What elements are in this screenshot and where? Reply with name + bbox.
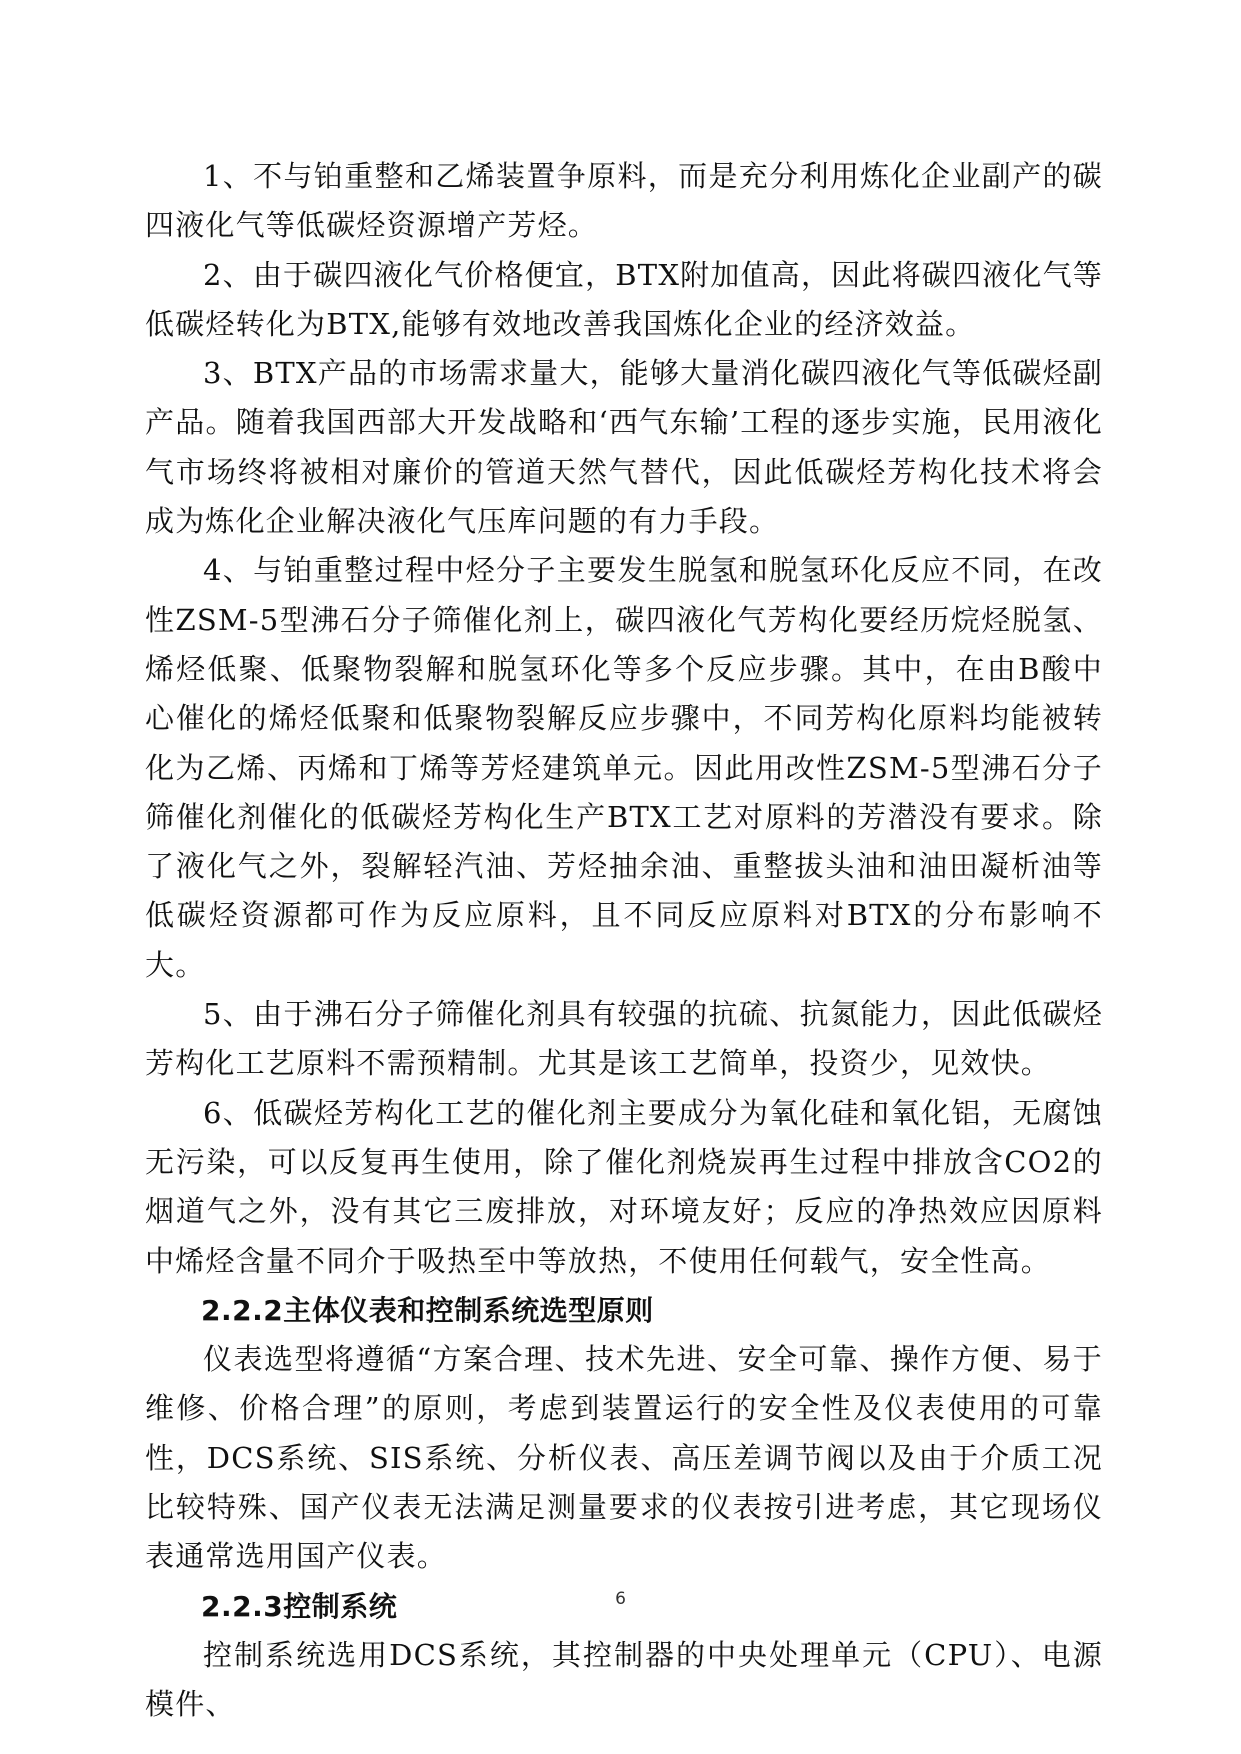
section-heading-2-2-2: 2.2.2主体仪表和控制系统选型原则: [201, 1293, 654, 1327]
paragraph-advantage-3: 3、BTX产品的市场需求量大，能够大量消化碳四液化气等低碳烃副产品。随着我国西部大开发战略和‘西气东输’工程的逐步实施，民用液化气市场终将被相对廉价的管道天然气替代，因此低碳烃芳构化技术将会成为炼化企业解决液化气压库问题的有力手段。: [145, 356, 1103, 539]
section-body-2-2-3: 控制系统选用DCS系统，其控制器的中央处理单元（CPU）、电源模件、: [145, 1637, 1103, 1722]
page-number: 6: [615, 1589, 626, 1609]
paragraph-advantage-2: 2、由于碳四液化气价格便宜，BTX附加值高，因此将碳四液化气等低碳烃转化为BTX,能够有效地改善我国炼化企业的经济效益。: [145, 257, 1103, 341]
paragraph-advantage-1: 1、不与铂重整和乙烯装置争原料，而是充分利用炼化企业副产的碳四液化气等低碳烃资源增产芳烃。: [145, 159, 1103, 243]
section-heading-2-2-3: 2.2.3控制系统: [201, 1589, 398, 1623]
section-body-2-2-2: 仪表选型将遵循“方案合理、技术先进、安全可靠、操作方便、易于维修、价格合理”的原则，考虑到装置运行的安全性及仪表使用的可靠性，DCS系统、SIS系统、分析仪表、高压差调节阀以及由于介质工况比较特殊、国产仪表无法满足测量要求的仪表按引进考虑，其它现场仪表通常选用国产仪表。: [145, 1342, 1103, 1574]
paragraph-advantage-6: 6、低碳烃芳构化工艺的催化剂主要成分为氧化硅和氧化铝，无腐蚀无污染，可以反复再生使用，除了催化剂烧炭再生过程中排放含CO2的烟道气之外，没有其它三废排放，对环境友好；反应的净热效应因原料中烯烃含量不同介于吸热至中等放热，不使用任何载气，安全性高。: [145, 1095, 1103, 1278]
paragraph-advantage-4: 4、与铂重整过程中烃分子主要发生脱氢和脱氢环化反应不同，在改性ZSM-5型沸石分子筛催化剂上，碳四液化气芳构化要经历烷烃脱氢、烯烃低聚、低聚物裂解和脱氢环化等多个反应步骤。其中，在由B酸中心催化的烯烃低聚和低聚物裂解反应步骤中，不同芳构化原料均能被转化为乙烯、丙烯和丁烯等芳烃建筑单元。因此用改性ZSM-5型沸石分子筛催化剂催化的低碳烃芳构化生产BTX工艺对原料的芳潜没有要求。除了液化气之外，裂解轻汽油、芳烃抽余油、重整拔头油和油田凝析油等低碳烃资源都可作为反应原料，且不同反应原料对BTX的分布影响不大。: [145, 553, 1103, 982]
page-content: [145, 152, 1103, 1730]
paragraph-advantage-5: 5、由于沸石分子筛催化剂具有较强的抗硫、抗氮能力，因此低碳烃芳构化工艺原料不需预精制。尤其是该工艺简单，投资少，见效快。: [145, 997, 1103, 1081]
